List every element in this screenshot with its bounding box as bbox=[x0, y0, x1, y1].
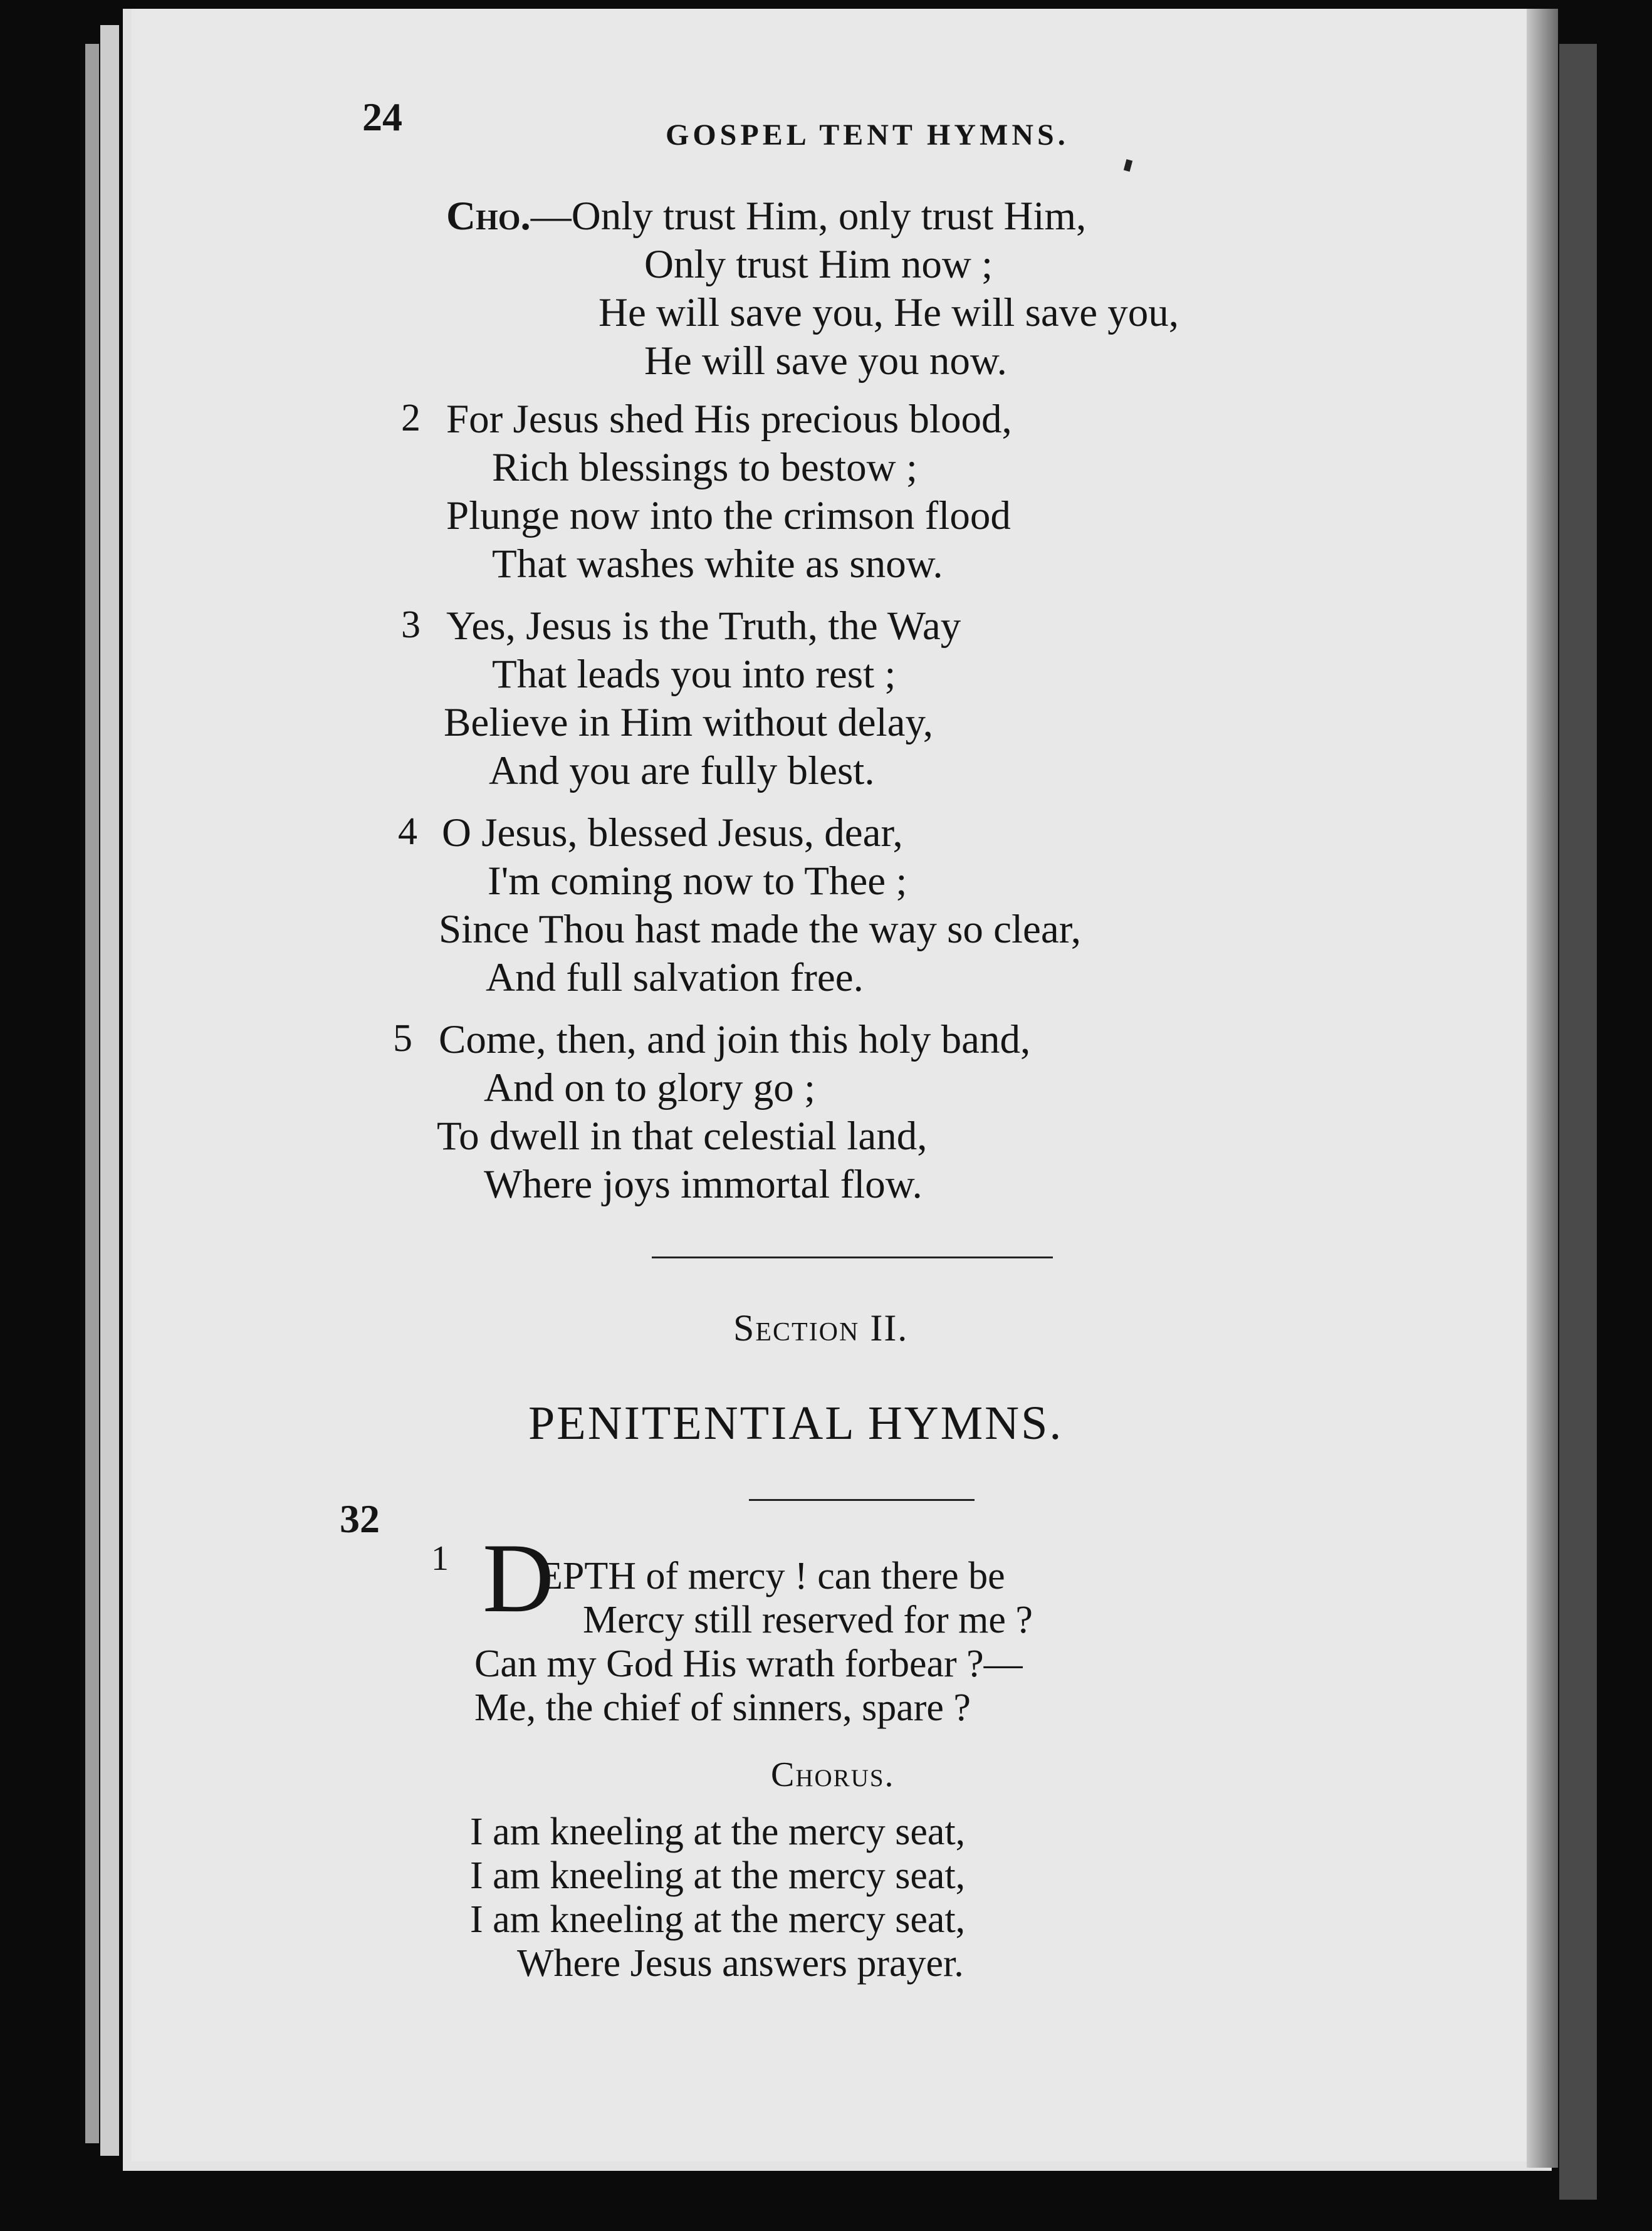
verse-line: Believe in Him without delay, bbox=[444, 700, 934, 745]
hymn-number: 32 bbox=[340, 1497, 380, 1541]
section-divider bbox=[652, 1257, 1053, 1258]
verse-line: Rich blessings to bestow ; bbox=[492, 445, 917, 490]
page-edge-stack bbox=[100, 25, 119, 2156]
verse-number: 1 bbox=[431, 1539, 449, 1578]
verse-number: 3 bbox=[401, 603, 421, 646]
chorus-heading: Chorus. bbox=[771, 1755, 895, 1794]
page-gutter bbox=[1527, 9, 1558, 2168]
running-head: GOSPEL TENT HYMNS. bbox=[666, 118, 1069, 152]
page-edge-stack bbox=[85, 44, 99, 2143]
verse-line: Since Thou hast made the way so clear, bbox=[439, 907, 1082, 952]
title-divider bbox=[749, 1499, 975, 1501]
verse-line: Mercy still reserved for me ? bbox=[583, 1599, 1033, 1641]
chorus-label: Cho. bbox=[446, 194, 531, 239]
book-spine bbox=[1559, 44, 1597, 2200]
chorus-line: He will save you, He will save you, bbox=[599, 290, 1179, 335]
verse-line: And you are fully blest. bbox=[489, 748, 875, 793]
verse-line: Come, then, and join this holy band, bbox=[439, 1017, 1031, 1062]
drop-cap: D bbox=[483, 1523, 555, 1633]
section-heading: Section II. bbox=[733, 1307, 909, 1349]
verse-number: 4 bbox=[398, 810, 417, 853]
chorus-line: I am kneeling at the mercy seat, bbox=[470, 1854, 966, 1897]
chorus-line: I am kneeling at the mercy seat, bbox=[470, 1810, 966, 1853]
chorus-line bbox=[446, 193, 1086, 240]
chorus-line: Only trust Him now ; bbox=[644, 242, 993, 287]
verse-line: Can my God His wrath forbear ?— bbox=[474, 1643, 1023, 1685]
chorus-line-text: —Only trust Him, only trust Him, bbox=[530, 194, 1087, 239]
verse-line: And full salvation free. bbox=[486, 955, 864, 1000]
chorus-line: Where Jesus answers prayer. bbox=[517, 1942, 964, 1985]
verse-line: That washes white as snow. bbox=[492, 541, 943, 587]
verse-line: That leads you into rest ; bbox=[492, 652, 896, 697]
verse-line: Where joys immortal flow. bbox=[484, 1162, 923, 1207]
page-number: 24 bbox=[362, 95, 402, 139]
verse-number: 5 bbox=[393, 1017, 412, 1060]
verse-line: To dwell in that celestial land, bbox=[437, 1114, 928, 1159]
verse-line: And on to glory go ; bbox=[484, 1065, 816, 1110]
verse-line: Yes, Jesus is the Truth, the Way bbox=[446, 603, 961, 649]
verse-number: 2 bbox=[401, 397, 421, 439]
verse-line: For Jesus shed His precious blood, bbox=[446, 397, 1012, 442]
verse-line: I'm coming now to Thee ; bbox=[488, 859, 907, 904]
section-title: PENITENTIAL HYMNS. bbox=[528, 1397, 1064, 1450]
chorus-line: He will save you now. bbox=[644, 338, 1007, 384]
chorus-line: I am kneeling at the mercy seat, bbox=[470, 1898, 966, 1941]
verse-line: Me, the chief of sinners, spare ? bbox=[474, 1686, 971, 1729]
verse-line: O Jesus, blessed Jesus, dear, bbox=[442, 810, 903, 855]
verse-line: EPTH of mercy ! can there be bbox=[539, 1555, 1005, 1597]
verse-line: Plunge now into the crimson flood bbox=[446, 493, 1011, 538]
